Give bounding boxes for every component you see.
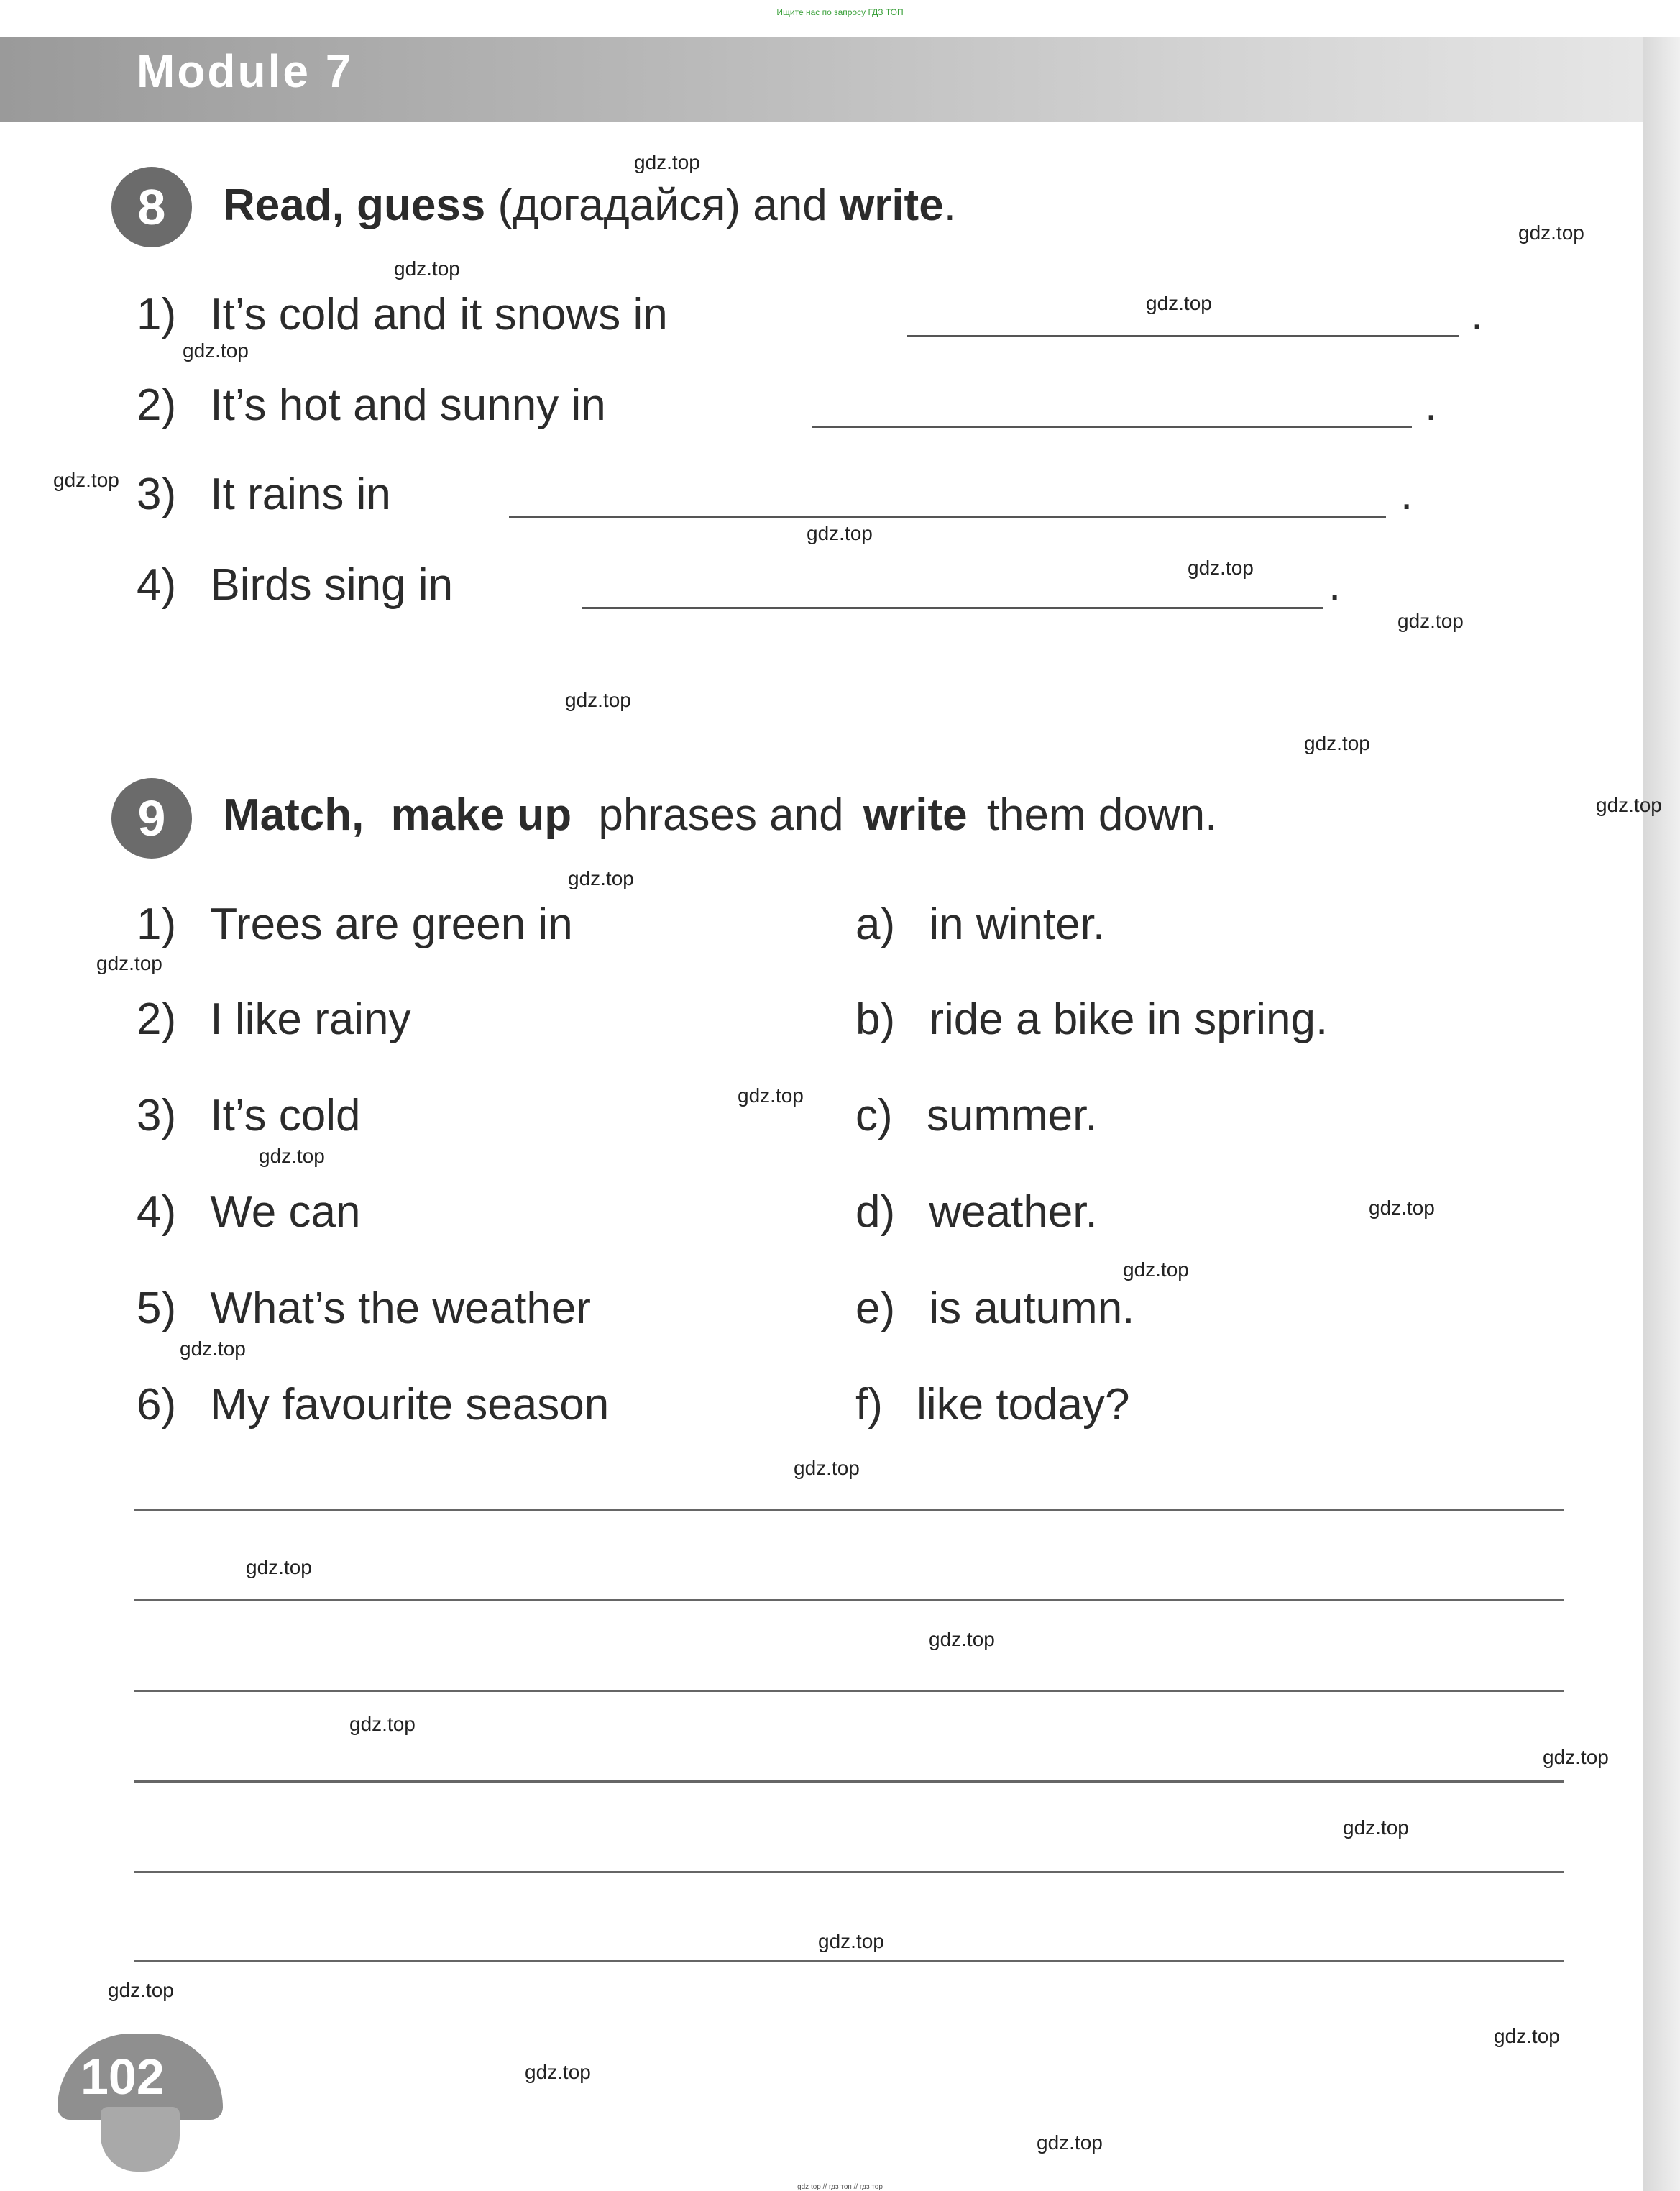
item-text: is autumn. — [929, 1284, 1135, 1333]
module-title: Module 7 — [137, 45, 354, 97]
ex8-item-3 — [137, 469, 391, 520]
item-number: 5) — [137, 1284, 177, 1333]
watermark: gdz.top — [807, 522, 873, 544]
answer-blank-1[interactable] — [907, 335, 1459, 337]
ex9-right-e — [855, 1283, 1134, 1334]
top-note: Ищите нас по запросу ГДЗ ТОП — [776, 7, 904, 17]
exercise-9-badge: 9 — [111, 778, 192, 859]
ex9-right-c — [855, 1090, 1098, 1141]
item-letter: f) — [855, 1380, 883, 1430]
item-letter: b) — [855, 994, 896, 1044]
watermark: gdz.top — [1397, 610, 1464, 632]
instr-guess: guess — [357, 180, 486, 230]
ex9-left-4 — [137, 1186, 360, 1238]
instr-make-up: make up — [390, 790, 572, 840]
item-text: It’s cold — [210, 1091, 361, 1140]
item-number: 2) — [137, 994, 177, 1044]
ex9-right-a — [855, 899, 1105, 950]
item-letter: e) — [855, 1284, 896, 1333]
exercise-8-badge: 8 — [111, 167, 192, 247]
item-text: It’s cold and it snows in — [210, 290, 668, 339]
item-text: What’s the weather — [210, 1284, 591, 1333]
item-text: weather. — [929, 1187, 1098, 1237]
bottom-note: gdz top // гдз топ // гдз тор — [797, 2183, 883, 2191]
item-number: 1) — [137, 900, 177, 949]
watermark: gdz.top — [394, 257, 460, 280]
watermark: gdz.top — [108, 1979, 174, 2001]
instr-period: . — [943, 180, 956, 230]
watermark: gdz.top — [1037, 2131, 1103, 2154]
watermark: gdz.top — [794, 1457, 860, 1479]
exercise-8-instruction — [223, 180, 956, 231]
ex9-right-b — [855, 994, 1328, 1045]
instr-match: Match, — [223, 790, 364, 840]
ex8-item-2 — [137, 380, 606, 431]
item-text: Trees are green in — [210, 900, 573, 949]
ex9-left-1 — [137, 899, 573, 950]
item-text: Birds sing in — [210, 560, 454, 610]
instr-write: write — [863, 790, 968, 840]
writing-line-1[interactable] — [134, 1509, 1564, 1511]
watermark: gdz.top — [246, 1556, 312, 1578]
ex9-right-d — [855, 1186, 1098, 1238]
watermark: gdz.top — [53, 469, 119, 491]
watermark: gdz.top — [183, 339, 249, 362]
watermark: gdz.top — [1146, 292, 1212, 314]
writing-line-2[interactable] — [134, 1599, 1564, 1601]
item-text: My favourite season — [210, 1380, 610, 1430]
writing-line-5[interactable] — [134, 1871, 1564, 1873]
item-text: It’s hot and sunny in — [210, 380, 606, 430]
item-text: like today? — [917, 1380, 1130, 1430]
item-text: summer. — [926, 1091, 1098, 1140]
watermark: gdz.top — [818, 1930, 884, 1952]
watermark: gdz.top — [1494, 2025, 1560, 2047]
instr-read: Read, — [223, 180, 344, 230]
ex8-item-4 — [137, 559, 453, 610]
page-number: 102 — [81, 2049, 165, 2105]
watermark: gdz.top — [525, 2061, 591, 2083]
item-text: in winter. — [929, 900, 1106, 949]
exercise-9-instruction — [223, 790, 1217, 841]
watermark: gdz.top — [1304, 732, 1370, 754]
period: . — [1425, 380, 1438, 430]
instr-plain: (догадайся) and — [497, 180, 827, 230]
watermark: gdz.top — [1188, 557, 1254, 579]
period: . — [1328, 560, 1341, 610]
item-letter: c) — [855, 1091, 893, 1140]
ex9-left-6 — [137, 1379, 609, 1430]
watermark: gdz.top — [259, 1145, 325, 1167]
watermark: gdz.top — [568, 867, 634, 889]
watermark: gdz.top — [634, 151, 700, 173]
writing-line-3[interactable] — [134, 1690, 1564, 1692]
watermark: gdz.top — [1543, 1746, 1609, 1768]
ex9-left-2 — [137, 994, 410, 1045]
ex9-right-f — [855, 1379, 1130, 1430]
item-number: 3) — [137, 1091, 177, 1140]
item-number: 3) — [137, 470, 177, 519]
item-number: 2) — [137, 380, 177, 430]
instr-plain-end: them down. — [986, 790, 1218, 840]
item-number: 4) — [137, 560, 177, 610]
item-number: 1) — [137, 290, 177, 339]
watermark: gdz.top — [738, 1084, 804, 1107]
page-edge — [1643, 37, 1680, 2191]
instr-write: write — [839, 180, 944, 230]
item-text: It rains in — [210, 470, 391, 519]
watermark: gdz.top — [1518, 221, 1584, 244]
ex8-item-1 — [137, 289, 668, 340]
answer-blank-3[interactable] — [509, 516, 1386, 518]
watermark: gdz.top — [349, 1713, 416, 1735]
answer-blank-2[interactable] — [812, 426, 1412, 428]
watermark: gdz.top — [1343, 1816, 1409, 1839]
item-text: ride a bike in spring. — [929, 994, 1328, 1044]
writing-line-6[interactable] — [134, 1960, 1564, 1962]
item-text: I like rainy — [210, 994, 411, 1044]
item-letter: d) — [855, 1187, 896, 1237]
period: . — [1471, 290, 1484, 339]
writing-line-4[interactable] — [134, 1780, 1564, 1783]
page-number-mushroom-stem — [101, 2107, 180, 2172]
period: . — [1400, 470, 1413, 519]
item-number: 4) — [137, 1187, 177, 1237]
ex9-left-5 — [137, 1283, 591, 1334]
watermark: gdz.top — [1369, 1197, 1435, 1219]
ex9-left-3 — [137, 1090, 360, 1141]
watermark: gdz.top — [180, 1337, 246, 1360]
item-text: We can — [210, 1187, 361, 1237]
watermark: gdz.top — [1596, 794, 1662, 816]
item-number: 6) — [137, 1380, 177, 1430]
answer-blank-4[interactable] — [582, 607, 1323, 609]
watermark: gdz.top — [929, 1628, 995, 1650]
watermark: gdz.top — [1123, 1258, 1189, 1281]
watermark: gdz.top — [565, 689, 631, 711]
item-letter: a) — [855, 900, 896, 949]
watermark: gdz.top — [96, 952, 162, 974]
instr-plain: phrases and — [598, 790, 844, 840]
